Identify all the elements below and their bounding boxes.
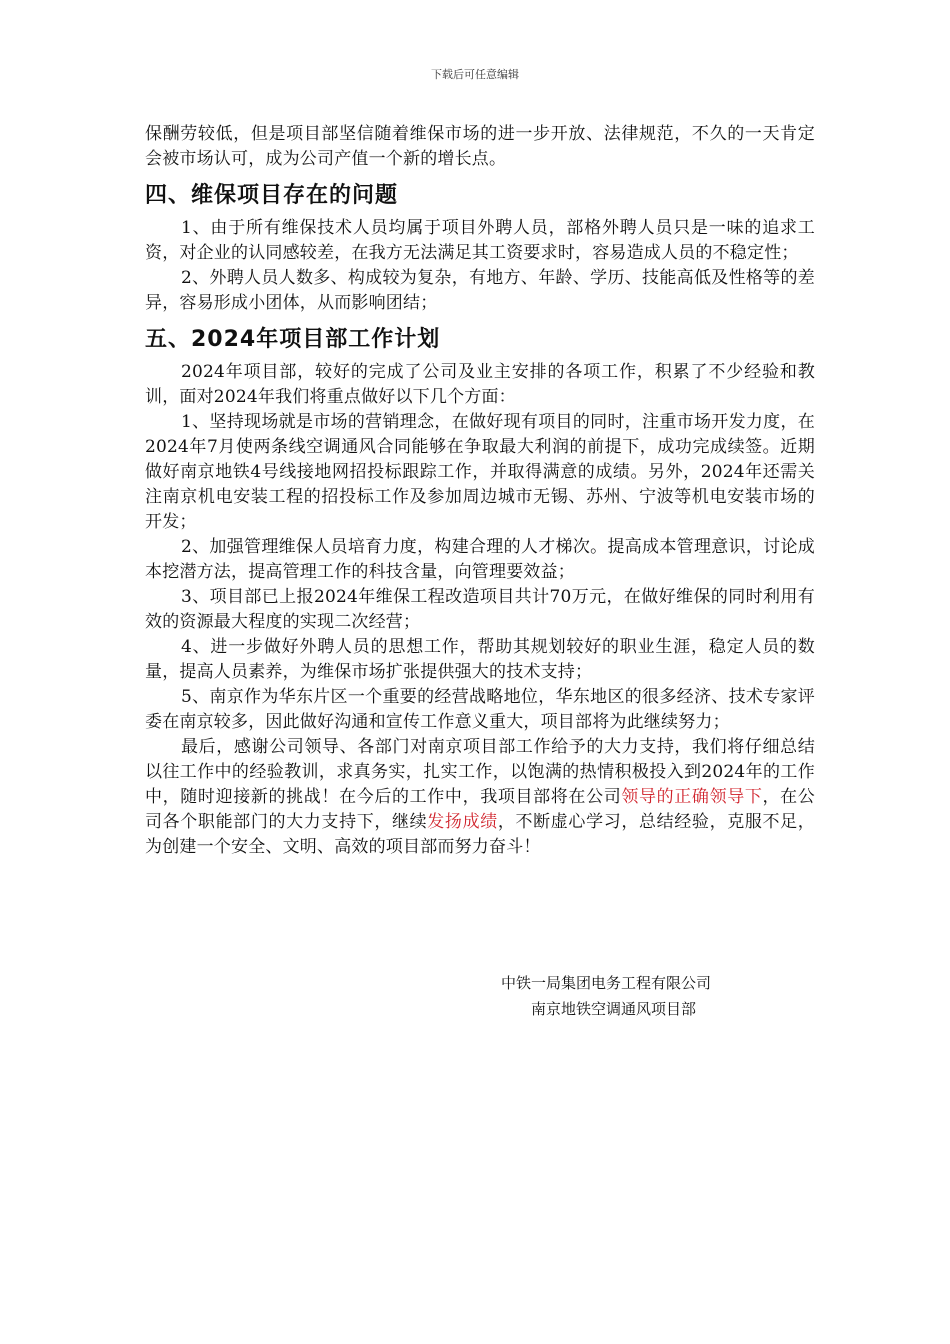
section-4-heading: 四、维保项目存在的问题 (145, 183, 399, 208)
document-body (145, 122, 815, 860)
signature-department: 南京地铁空调通风项目部 (531, 1000, 697, 1018)
closing-highlight-1: 领导的正确领导下 (621, 787, 763, 807)
section-5-item-1: 1、坚持现场就是市场的营销理念，在做好现有项目的同时，注重市场开发力度，在2024年7月使两条线空调通风合同能够在争取最大利润的前提下，成功完成续签。近期做好南京地铁4号线接地网招投标跟踪工作，并取得满意的成绩。另外，2024年还需关注南京机电安装工程的招投标工作及参加周边城市无锡、苏州、宁波等机电安装市场的开发； (145, 412, 815, 532)
intro-paragraph: 保酬劳较低，但是项目部坚信随着维保市场的进一步开放、法律规范，不久的一天肯定会被市场认可，成为公司产值一个新的增长点。 (145, 124, 815, 169)
section-5-item-4: 4、进一步做好外聘人员的思想工作，帮助其规划较好的职业生涯，稳定人员的数量，提高人员素养，为维保市场扩张提供强大的技术支持； (145, 637, 815, 682)
section-5-heading: 五、2024年项目部工作计划 (145, 327, 441, 352)
section-5-item-5: 5、南京作为华东片区一个重要的经营战略地位，华东地区的很多经济、技术专家评委在南京较多，因此做好沟通和宣传工作意义重大，项目部将为此继续努力； (145, 687, 815, 732)
section-5-intro: 2024年项目部，较好的完成了公司及业主安排的各项工作，积累了不少经验和教训，面对2024年我们将重点做好以下几个方面： (145, 362, 815, 407)
closing-text-3: ，不断虚心学习，总结经验，克服不足，为创建一个安全、文明、高效的项目部而努力奋斗！ (145, 812, 815, 857)
closing-paragraph (145, 735, 815, 860)
closing-highlight-2: 发扬成绩 (427, 812, 498, 832)
page-header-note: 下载后可任意编辑 (431, 68, 519, 81)
section-5-item-2: 2、加强管理维保人员培育力度，构建合理的人才梯次。提高成本管理意识，讨论成本挖潜方法，提高管理工作的科技含量，向管理要效益； (145, 537, 815, 582)
closing-text-2: ，在公司各个职能部门的大力支持下，继续 (145, 787, 815, 832)
section-4-item-1: 1、由于所有维保技术人员均属于项目外聘人员，部格外聘人员只是一味的追求工资，对企业的认同感较差，在我方无法满足其工资要求时，容易造成人员的不稳定性； (145, 218, 815, 263)
closing-text-1: 最后，感谢公司领导、各部门对南京项目部工作给予的大力支持，我们将仔细总结以往工作中的经验教训，求真务实，扎实工作，以饱满的热情积极投入到2024年的工作中，随时迎接新的挑战！在今后的工作中，我项目部将在公司 (145, 737, 815, 807)
section-4-item-2: 2、外聘人员人数多、构成较为复杂，有地方、年龄、学历、技能高低及性格等的差异，容易形成小团体，从而影响团结； (145, 268, 815, 313)
signature-company: 中铁一局集团电务工程有限公司 (501, 974, 712, 992)
section-5-item-3: 3、项目部已上报2024年维保工程改造项目共计70万元，在做好维保的同时利用有效的资源最大程度的实现二次经营； (145, 587, 815, 632)
